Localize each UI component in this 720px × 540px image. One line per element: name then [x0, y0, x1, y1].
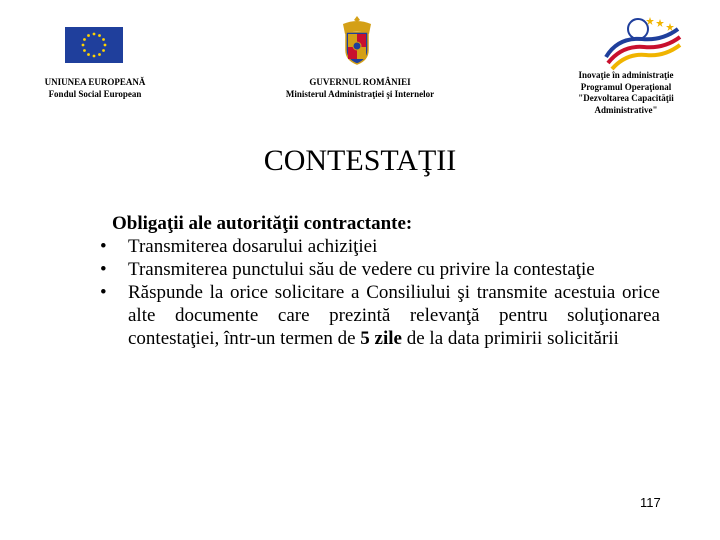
eu-star-icon: [83, 38, 86, 41]
list-item-text: Transmiterea dosarului achiziţiei: [128, 236, 378, 257]
eu-caption-line1: UNIUNEA EUROPEANĂ: [44, 77, 146, 87]
list-item-text-end: de la data primirii solicitării: [401, 328, 619, 349]
eu-star-icon: [83, 49, 86, 52]
government-caption-line1: GUVERNUL ROMÂNIEI: [309, 77, 411, 87]
list-item: [100, 281, 660, 350]
romania-coat-of-arms-logo: [340, 14, 374, 66]
eu-star-icon: [93, 55, 96, 58]
eu-star-icon: [98, 34, 101, 37]
list-item: [100, 235, 660, 258]
list-item-text-start: Răspunde la orice solicitare a Consiliului şi transmite acestuia orice alte documente care prezintă relevanţă pentru soluţionarea contestaţiei, într-un termen de: [128, 282, 660, 349]
program-caption: [556, 70, 696, 116]
list-item-text: Transmiterea punctului său de vedere cu privire la contestaţie: [128, 259, 595, 280]
eu-caption-line2: Fondul Social European: [48, 89, 142, 99]
eu-star-icon: [93, 33, 96, 36]
eu-star-icon: [98, 53, 101, 56]
government-caption: [260, 76, 460, 100]
list-item: [100, 258, 660, 281]
bullet-icon: •: [100, 236, 107, 257]
program-caption-line4: Administrative": [594, 104, 658, 115]
subheading: Obligaţii ale autorităţii contractante:: [112, 213, 413, 234]
deadline-days: 5 zile: [360, 328, 402, 349]
eu-flag-logo: [65, 27, 123, 63]
program-caption-line2: Programul Operaţional: [580, 81, 672, 92]
program-logo: [598, 15, 684, 71]
page-number: 117: [640, 495, 661, 510]
bullet-icon: •: [100, 282, 107, 303]
bullet-list: [100, 235, 660, 350]
eu-star-icon: [82, 44, 85, 47]
slide-content: [100, 212, 660, 350]
eu-star-icon: [104, 44, 107, 47]
program-caption-line1: Inovaţie în administraţie: [578, 70, 674, 80]
eu-caption: [20, 76, 170, 100]
eu-star-icon: [87, 53, 90, 56]
eu-star-icon: [102, 38, 105, 41]
bullet-icon: •: [100, 259, 107, 280]
eu-star-icon: [87, 34, 90, 37]
government-caption-line2: Ministerul Administraţiei şi Internelor: [285, 89, 435, 99]
program-caption-line3: "Dezvoltarea Capacităţii: [578, 93, 674, 103]
slide-title: CONTESTAŢII: [263, 144, 457, 177]
eu-star-icon: [102, 49, 105, 52]
